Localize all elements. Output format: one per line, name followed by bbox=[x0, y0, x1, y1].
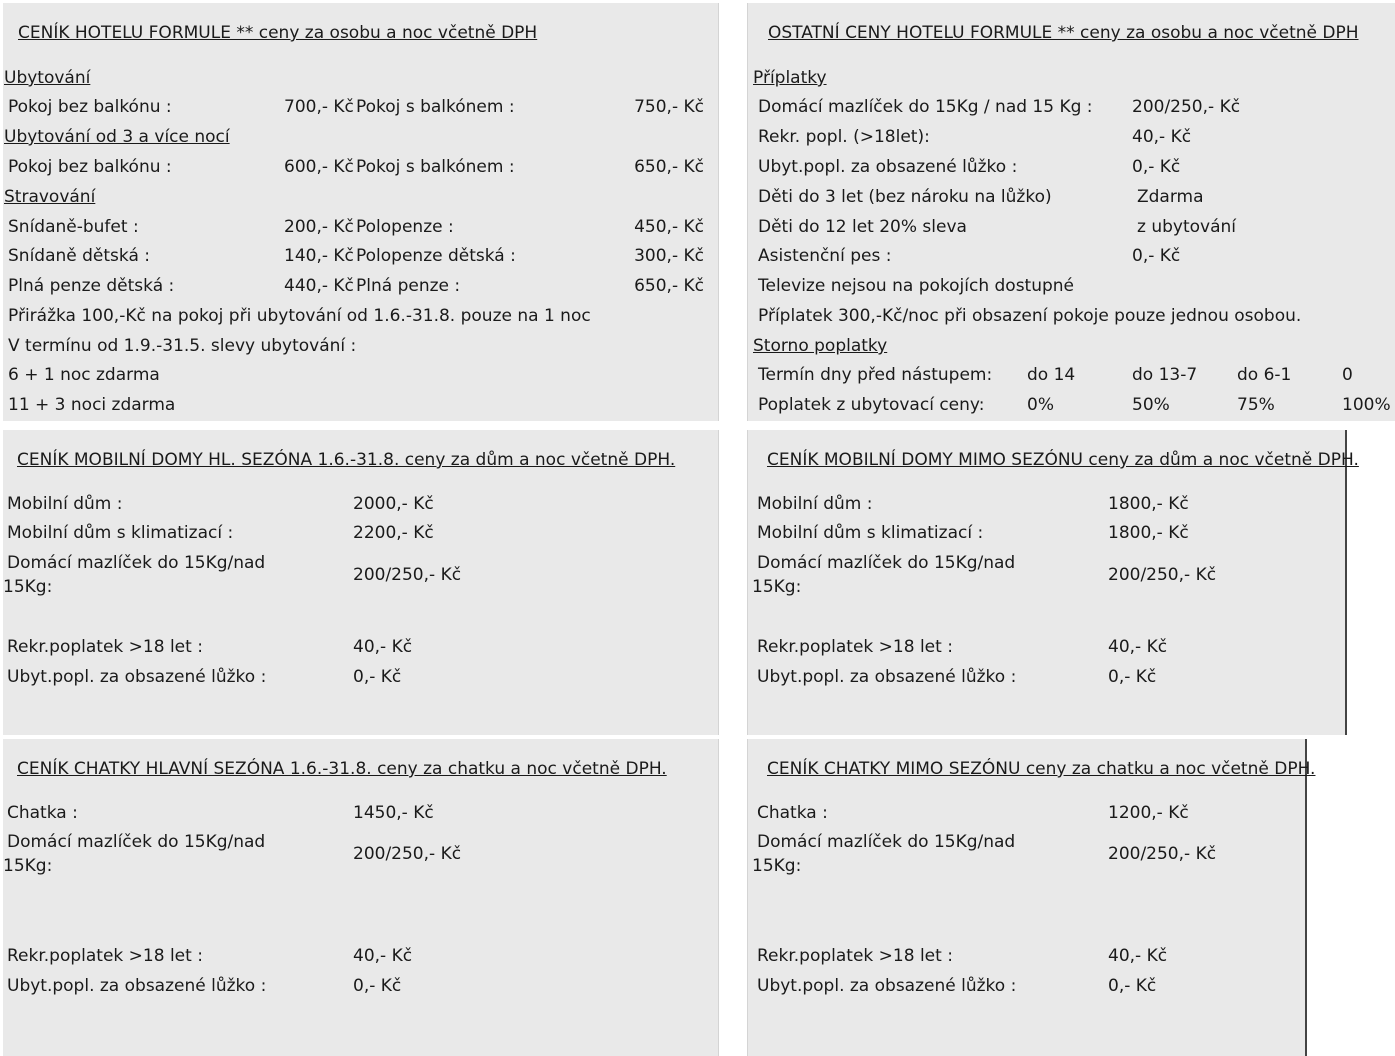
other-prices-panel bbox=[747, 3, 1395, 421]
pet-price: 200/250,- Kč bbox=[1132, 97, 1241, 117]
chatka-off-ubyt-label: Ubyt.popl. za obsazené lůžko : bbox=[757, 976, 1017, 996]
chatka-off-rekr-price: 40,- Kč bbox=[1108, 946, 1168, 966]
chatka-off-pet-label-line2: 15Kg: bbox=[752, 856, 802, 876]
discount-11-3: 11 + 3 noci zdarma bbox=[8, 395, 176, 415]
storno-fee-c1: 0% bbox=[1027, 395, 1054, 415]
mobile-rekr-price: 40,- Kč bbox=[353, 637, 413, 657]
mobile-house-price: 2000,- Kč bbox=[353, 494, 434, 514]
chatka-off-pet-price: 200/250,- Kč bbox=[1108, 844, 1217, 864]
tv-note: Televize nejsou na pokojích dostupné bbox=[758, 276, 1075, 296]
chatka-off-label: Chatka : bbox=[757, 803, 828, 823]
section-stravovani: Stravování bbox=[4, 187, 96, 207]
kids-3-value: Zdarma bbox=[1137, 187, 1204, 207]
storno-fee-label: Poplatek z ubytovací ceny: bbox=[758, 395, 985, 415]
chatky-high-panel bbox=[3, 739, 719, 1056]
chatka-pet-label-line1: Domácí mazlíček do 15Kg/nad bbox=[7, 832, 266, 852]
mobile-high-panel bbox=[3, 430, 719, 735]
mobile-off-house-price: 1800,- Kč bbox=[1108, 494, 1189, 514]
rekr-label: Rekr. popl. (>18let): bbox=[758, 127, 930, 147]
mobile-high-title: CENÍK MOBILNÍ DOMY HL. SEZÓNA 1.6.-31.8. ceny za dům a noc včetně DPH. bbox=[17, 450, 676, 470]
storno-term-c4: 0 bbox=[1342, 365, 1353, 385]
chatka-off-pet-label-line1: Domácí mazlíček do 15Kg/nad bbox=[757, 832, 1016, 852]
half-board-price: 450,- Kč bbox=[634, 217, 704, 237]
full-board-child-price: 440,- Kč bbox=[284, 276, 354, 296]
chatky-high-title: CENÍK CHATKY HLAVNÍ SEZÓNA 1.6.-31.8. ceny za chatku a noc včetně DPH. bbox=[17, 759, 667, 779]
mobile-house-label: Mobilní dům : bbox=[7, 494, 123, 514]
mobile-ubyt-price: 0,- Kč bbox=[353, 667, 402, 687]
mobile-off-house-ac-price: 1800,- Kč bbox=[1108, 523, 1189, 543]
storno-fee-c3: 75% bbox=[1237, 395, 1275, 415]
chatka-off-ubyt-price: 0,- Kč bbox=[1108, 976, 1157, 996]
mobile-off-pet-label-line1: Domácí mazlíček do 15Kg/nad bbox=[757, 553, 1016, 573]
section-storno: Storno poplatky bbox=[753, 336, 888, 356]
chatka-pet-price: 200/250,- Kč bbox=[353, 844, 462, 864]
chatka-pet-label-line2: 15Kg: bbox=[3, 856, 53, 876]
mobile-off-pet-label-line2: 15Kg: bbox=[752, 577, 802, 597]
section-priplatky: Příplatky bbox=[753, 68, 827, 88]
mobile-off-rekr-label: Rekr.poplatek >18 let : bbox=[757, 637, 953, 657]
half-board-label: Polopenze : bbox=[356, 217, 454, 237]
full-board-child-label: Plná penze dětská : bbox=[8, 276, 175, 296]
room-balcony-3n-label: Pokoj s balkónem : bbox=[356, 157, 515, 177]
chatka-price: 1450,- Kč bbox=[353, 803, 434, 823]
mobile-off-title: CENÍK MOBILNÍ DOMY MIMO SEZÓNU ceny za dům a noc včetně DPH. bbox=[767, 450, 1359, 470]
chatky-off-panel bbox=[747, 739, 1316, 1056]
chatka-label: Chatka : bbox=[7, 803, 78, 823]
full-board-price: 650,- Kč bbox=[634, 276, 704, 296]
chatka-rekr-price: 40,- Kč bbox=[353, 946, 413, 966]
chatky-off-title: CENÍK CHATKY MIMO SEZÓNU ceny za chatku a noc včetně DPH. bbox=[767, 759, 1316, 779]
mobile-pet-label-line1: Domácí mazlíček do 15Kg/nad bbox=[7, 553, 266, 573]
breakfast-child-price: 140,- Kč bbox=[284, 246, 354, 266]
mobile-ubyt-label: Ubyt.popl. za obsazené lůžko : bbox=[7, 667, 267, 687]
mobile-house-ac-price: 2200,- Kč bbox=[353, 523, 434, 543]
storno-term-c2: do 13-7 bbox=[1132, 365, 1198, 385]
kids-3-label: Děti do 3 let (bez nároku na lůžko) bbox=[758, 187, 1052, 207]
half-board-child-price: 300,- Kč bbox=[634, 246, 704, 266]
chatka-off-price: 1200,- Kč bbox=[1108, 803, 1189, 823]
room-no-balcony-3n-label: Pokoj bez balkónu : bbox=[8, 157, 172, 177]
storno-term-c1: do 14 bbox=[1027, 365, 1076, 385]
surcharge-note: Přirážka 100,-Kč na pokoj při ubytování od 1.6.-31.8. pouze na 1 noc bbox=[8, 306, 591, 326]
mobile-pet-label-line2: 15Kg: bbox=[3, 577, 53, 597]
room-no-balcony-price: 700,- Kč bbox=[284, 97, 354, 117]
rekr-price: 40,- Kč bbox=[1132, 127, 1192, 147]
mobile-off-panel bbox=[747, 430, 1359, 735]
breakfast-price: 200,- Kč bbox=[284, 217, 354, 237]
room-balcony-price: 750,- Kč bbox=[634, 97, 704, 117]
mobile-off-ubyt-price: 0,- Kč bbox=[1108, 667, 1157, 687]
discount-6-1: 6 + 1 noc zdarma bbox=[8, 365, 160, 385]
kids-12-value: z ubytování bbox=[1137, 217, 1236, 237]
full-board-label: Plná penze : bbox=[356, 276, 461, 296]
mobile-off-rekr-price: 40,- Kč bbox=[1108, 637, 1168, 657]
mobile-off-house-label: Mobilní dům : bbox=[757, 494, 873, 514]
mobile-off-house-ac-label: Mobilní dům s klimatizací : bbox=[757, 523, 984, 543]
ubyt-price: 0,- Kč bbox=[1132, 157, 1181, 177]
mobile-pet-price: 200/250,- Kč bbox=[353, 565, 462, 585]
storno-term-c3: do 6-1 bbox=[1237, 365, 1292, 385]
other-prices-title: OSTATNÍ CENY HOTELU FORMULE ** ceny za osobu a noc včetně DPH bbox=[768, 23, 1359, 43]
hotel-price-title: CENÍK HOTELU FORMULE ** ceny za osobu a noc včetně DPH bbox=[18, 23, 538, 43]
mobile-house-ac-label: Mobilní dům s klimatizací : bbox=[7, 523, 234, 543]
kids-12-label: Děti do 12 let 20% sleva bbox=[758, 217, 967, 237]
pet-label: Domácí mazlíček do 15Kg / nad 15 Kg : bbox=[758, 97, 1093, 117]
room-no-balcony-label: Pokoj bez balkónu : bbox=[8, 97, 172, 117]
breakfast-label: Snídaně-bufet : bbox=[8, 217, 139, 237]
storno-term-label: Termín dny před nástupem: bbox=[758, 365, 993, 385]
hotel-price-panel bbox=[3, 3, 719, 421]
discount-note: V termínu od 1.9.-31.5. slevy ubytování : bbox=[8, 336, 357, 356]
section-ubytovani: Ubytování bbox=[4, 68, 91, 88]
room-balcony-3n-price: 650,- Kč bbox=[634, 157, 704, 177]
breakfast-child-label: Snídaně dětská : bbox=[8, 246, 151, 266]
mobile-off-pet-price: 200/250,- Kč bbox=[1108, 565, 1217, 585]
chatka-ubyt-label: Ubyt.popl. za obsazené lůžko : bbox=[7, 976, 267, 996]
assistance-dog-label: Asistenční pes : bbox=[758, 246, 892, 266]
mobile-rekr-label: Rekr.poplatek >18 let : bbox=[7, 637, 203, 657]
storno-fee-c4: 100% bbox=[1342, 395, 1391, 415]
ubyt-label: Ubyt.popl. za obsazené lůžko : bbox=[758, 157, 1018, 177]
section-ubytovani-3-noci: Ubytování od 3 a více nocí bbox=[4, 127, 230, 147]
storno-fee-c2: 50% bbox=[1132, 395, 1170, 415]
chatka-rekr-label: Rekr.poplatek >18 let : bbox=[7, 946, 203, 966]
chatka-ubyt-price: 0,- Kč bbox=[353, 976, 402, 996]
chatka-off-rekr-label: Rekr.poplatek >18 let : bbox=[757, 946, 953, 966]
room-no-balcony-3n-price: 600,- Kč bbox=[284, 157, 354, 177]
half-board-child-label: Polopenze dětská : bbox=[356, 246, 516, 266]
mobile-off-ubyt-label: Ubyt.popl. za obsazené lůžko : bbox=[757, 667, 1017, 687]
assistance-dog-price: 0,- Kč bbox=[1132, 246, 1181, 266]
room-balcony-label: Pokoj s balkónem : bbox=[356, 97, 515, 117]
single-occupancy-note: Příplatek 300,-Kč/noc při obsazení pokoje pouze jednou osobou. bbox=[758, 306, 1302, 326]
